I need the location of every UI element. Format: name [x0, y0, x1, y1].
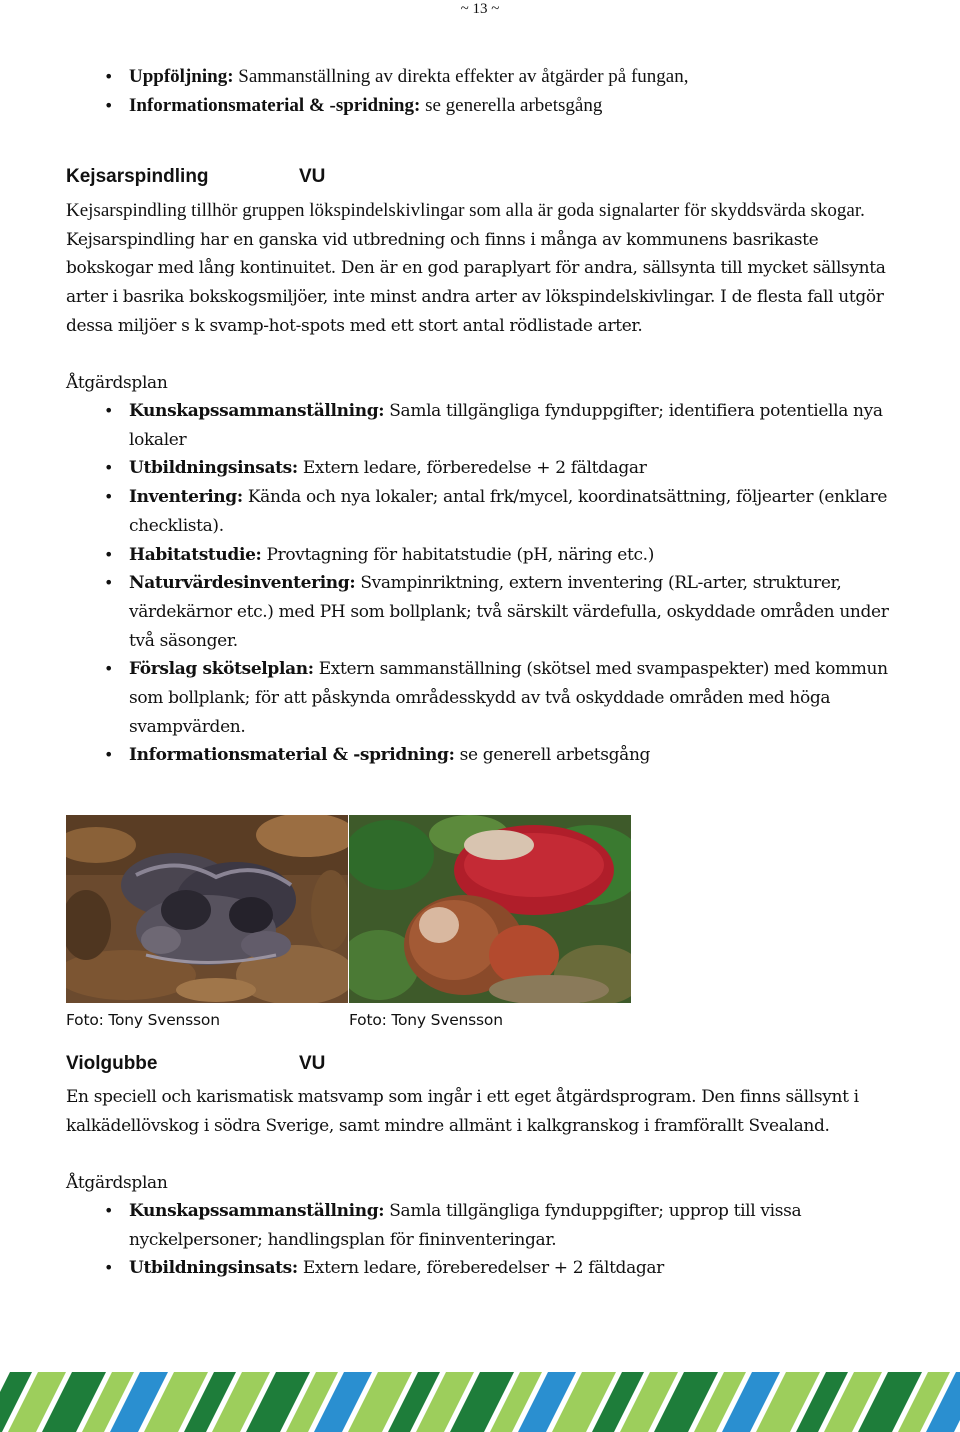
plan-heading: Åtgärdsplan — [66, 373, 168, 393]
list-item — [66, 91, 896, 120]
mushroom-photo-1 — [66, 815, 348, 1003]
species-description: En speciell och karismatisk matsvamp som ingår i ett eget åtgärdsprogram. Den finns sällsynt i kalkädellövskog i södra Sverige, samt mindre allmänt i kalkgranskog i framförallt Svealand. — [66, 1087, 859, 1136]
plan-item — [66, 569, 896, 655]
plan-item — [66, 541, 896, 570]
species-heading — [66, 164, 896, 190]
leaf-litter-photo-icon — [66, 815, 348, 1003]
plan-item-text: Provtagning för habitatstudie (pH, näring etc.) — [261, 544, 654, 565]
footer-band-decoration — [0, 1372, 960, 1432]
species-heading — [66, 1051, 896, 1077]
plan-item-text: Samla tillgängliga fynduppgifter; upprop till vissa nyckelpersoner; handlingsplan för fininventeringar. — [129, 1201, 802, 1250]
plan-item-label: Kunskapssammanställning: — [129, 1201, 385, 1221]
bolete-photo-icon — [349, 815, 631, 1003]
item-text: se generella arbetsgång — [420, 95, 603, 116]
description-part-1: Kejsarspindling tillhör gruppen lökspindelskivlingar som alla är goda signalarter för skyddsvärda skogar. — [66, 200, 865, 221]
mushroom-photo-2 — [349, 815, 631, 1003]
species-name: Violgubbe — [66, 1053, 158, 1074]
item-text: Sammanställning av direkta effekter av åtgärder på fungan, — [233, 66, 689, 87]
photo-caption-1: Foto: Tony Svensson — [66, 1011, 220, 1029]
plan-item-label: Utbildningsinsats: — [129, 1258, 298, 1279]
photo-caption-2: Foto: Tony Svensson — [349, 1011, 503, 1029]
list-item — [66, 62, 896, 91]
page-number: ~ 13 ~ — [460, 1, 500, 17]
plan-item-label: Förslag skötselplan: — [129, 659, 314, 680]
plan-item — [66, 655, 896, 741]
redlist-status: VU — [299, 1053, 326, 1074]
description-part-2: Kejsarspindling har en ganska vid utbredning och finns i många av kommunens basrikaste bokskogar med lång kontinuitet. Den är en god paraplyart för andra, sällsynta till mycket sällsynta arter i basrika bokskogsmiljöer, inte minst andra arter av lökspindelskivlingar. I de flesta fall utgör dessa miljöer s k svamp-hot-spots med ett stort antal rödlistade arter. — [66, 229, 886, 336]
item-label: Informationsmaterial & -spridning: — [129, 95, 421, 116]
plan-item-label: Informationsmaterial & -spridning: — [129, 745, 455, 766]
species-description — [66, 196, 900, 341]
plan-item-text: Samla tillgängliga fynduppgifter; identifiera potentiella nya lokaler — [129, 401, 883, 450]
plan-item — [66, 454, 896, 483]
plan-item-label: Naturvärdesinventering: — [129, 573, 356, 594]
plan-item — [66, 741, 896, 770]
plan-item-text: Extern ledare, förberedelse + 2 fältdagar — [297, 458, 647, 479]
plan-item — [66, 1197, 896, 1254]
plan-item-label: Inventering: — [129, 487, 243, 508]
redlist-status: VU — [299, 166, 326, 187]
species-name: Kejsarspindling — [66, 166, 209, 187]
plan-item-text: Kända och nya lokaler; antal frk/mycel, koordinatsättning, följearter (enklare checklista). — [129, 487, 888, 536]
plan-item — [66, 397, 896, 454]
plan-item — [66, 1254, 896, 1283]
plan-item-label: Utbildningsinsats: — [129, 458, 298, 479]
plan-item — [66, 483, 896, 540]
plan-item-text: Extern ledare, föreberedelser + 2 fältdagar — [297, 1258, 664, 1279]
plan-item-text: se generell arbetsgång — [454, 745, 651, 766]
plan-item-text: Extern sammanställning (skötsel med svampaspekter) med kommun som bollplank; för att påskynda områdesskydd av två oskyddade områden med höga svampvärden. — [129, 659, 888, 737]
plan-item-label: Habitatstudie: — [129, 544, 262, 565]
plan-list — [66, 397, 896, 770]
top-list — [66, 62, 896, 120]
plan-item-text: Svampinriktning, extern inventering (RL-arter, strukturer, värdekärnor etc.) med PH som bollplank; två särskilt värdefulla, oskyddade områden under två säsonger. — [129, 573, 889, 651]
plan-list — [66, 1197, 896, 1283]
item-label: Uppföljning: — [129, 66, 234, 87]
plan-item-label: Kunskapssammanställning: — [129, 401, 385, 421]
plan-heading: Åtgärdsplan — [66, 1173, 168, 1193]
